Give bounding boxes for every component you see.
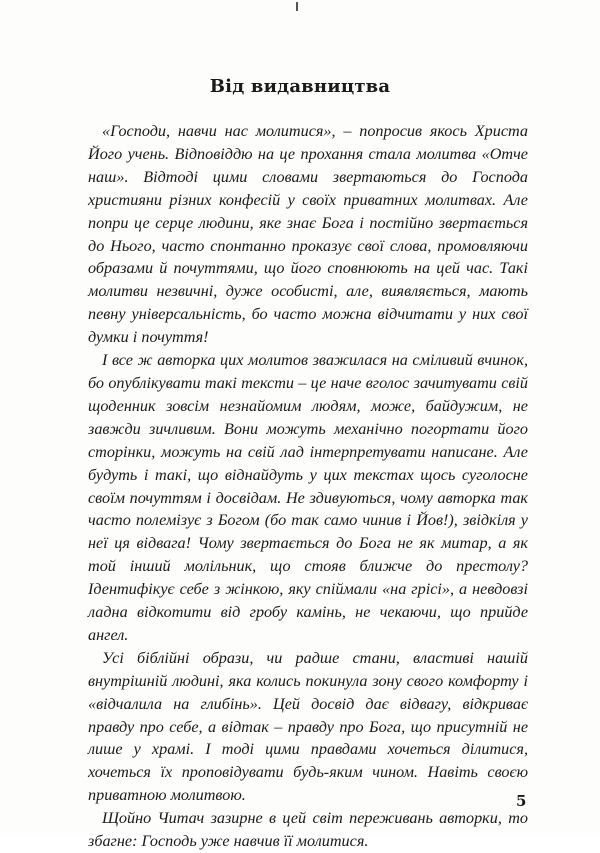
paragraph: «Господи, навчи нас молитися», – попросив якось Христа Його учень. Відповіддю на це прохання стала молитва «Отче наш». Відтоді цими словами звертаються до Господа християни різних конфесій у своїх приватних молитвах. Але попри це серце людини, яке знає Бога і постійно звертається до Нього, часто спонтанно проказує свої слова, промовляючи образами й почуттями, що його сповнюють на цей час. Такі молитви незвичні, дуже особисті, але, виявляється, мають певну універсальність, бо часто можна відчитати у них свої думки і почуття!	[88, 122, 528, 347]
page-number: 5	[516, 792, 527, 810]
crop-mark	[296, 2, 298, 11]
page-title: Від видавництва	[209, 76, 391, 97]
paragraph: І все ж авторка цих молитов зважилася на сміливий вчинок, бо опублікувати такі тексти – це наче вголос зачитувати свій щоденник зовсім незнайомим людям, може, байдужим, не завжди зичливим. Вони можуть механічно погортати його сторінки, можуть на свій лад інтерпретувати написане. Але будуть і такі, що віднайдуть у цих текстах щось суголосне своїм почуттям і досвідам. Не здивуються, чому авторка так часто полемізує з Богом (бо так само чинив і Йов!), звідкіля у неї ця відвага! Чому звертається до Бога не як митар, а як той інший молільник, що стояв ближче до престолу? Ідентифікує себе з жінкою, яку спіймали «на грісі», а невдовзі ладна відкотити від гробу камінь, не чекаючи, що прийде ангел.	[88, 351, 528, 644]
paragraph: Усі біблійні образи, чи радше стани, властиві нашій внутрішній людині, яка колись покинула зону свого комфорту і «відчалила на глибінь». Цей досвід дає відвагу, відкриває правду про себе, а відтак – правду про Бога, що присутній не лише у храмі. І тоді цими правдами хочеться ділитися, хочеться їх проповідувати будь-яким чином. Навіть своєю приватною молитвою.	[88, 648, 528, 805]
paragraph: Щойно Читач зазирне в цей світ переживань авторки, то збагне: Господь уже навчив її молитися.	[88, 809, 528, 851]
body-text	[88, 120, 528, 853]
